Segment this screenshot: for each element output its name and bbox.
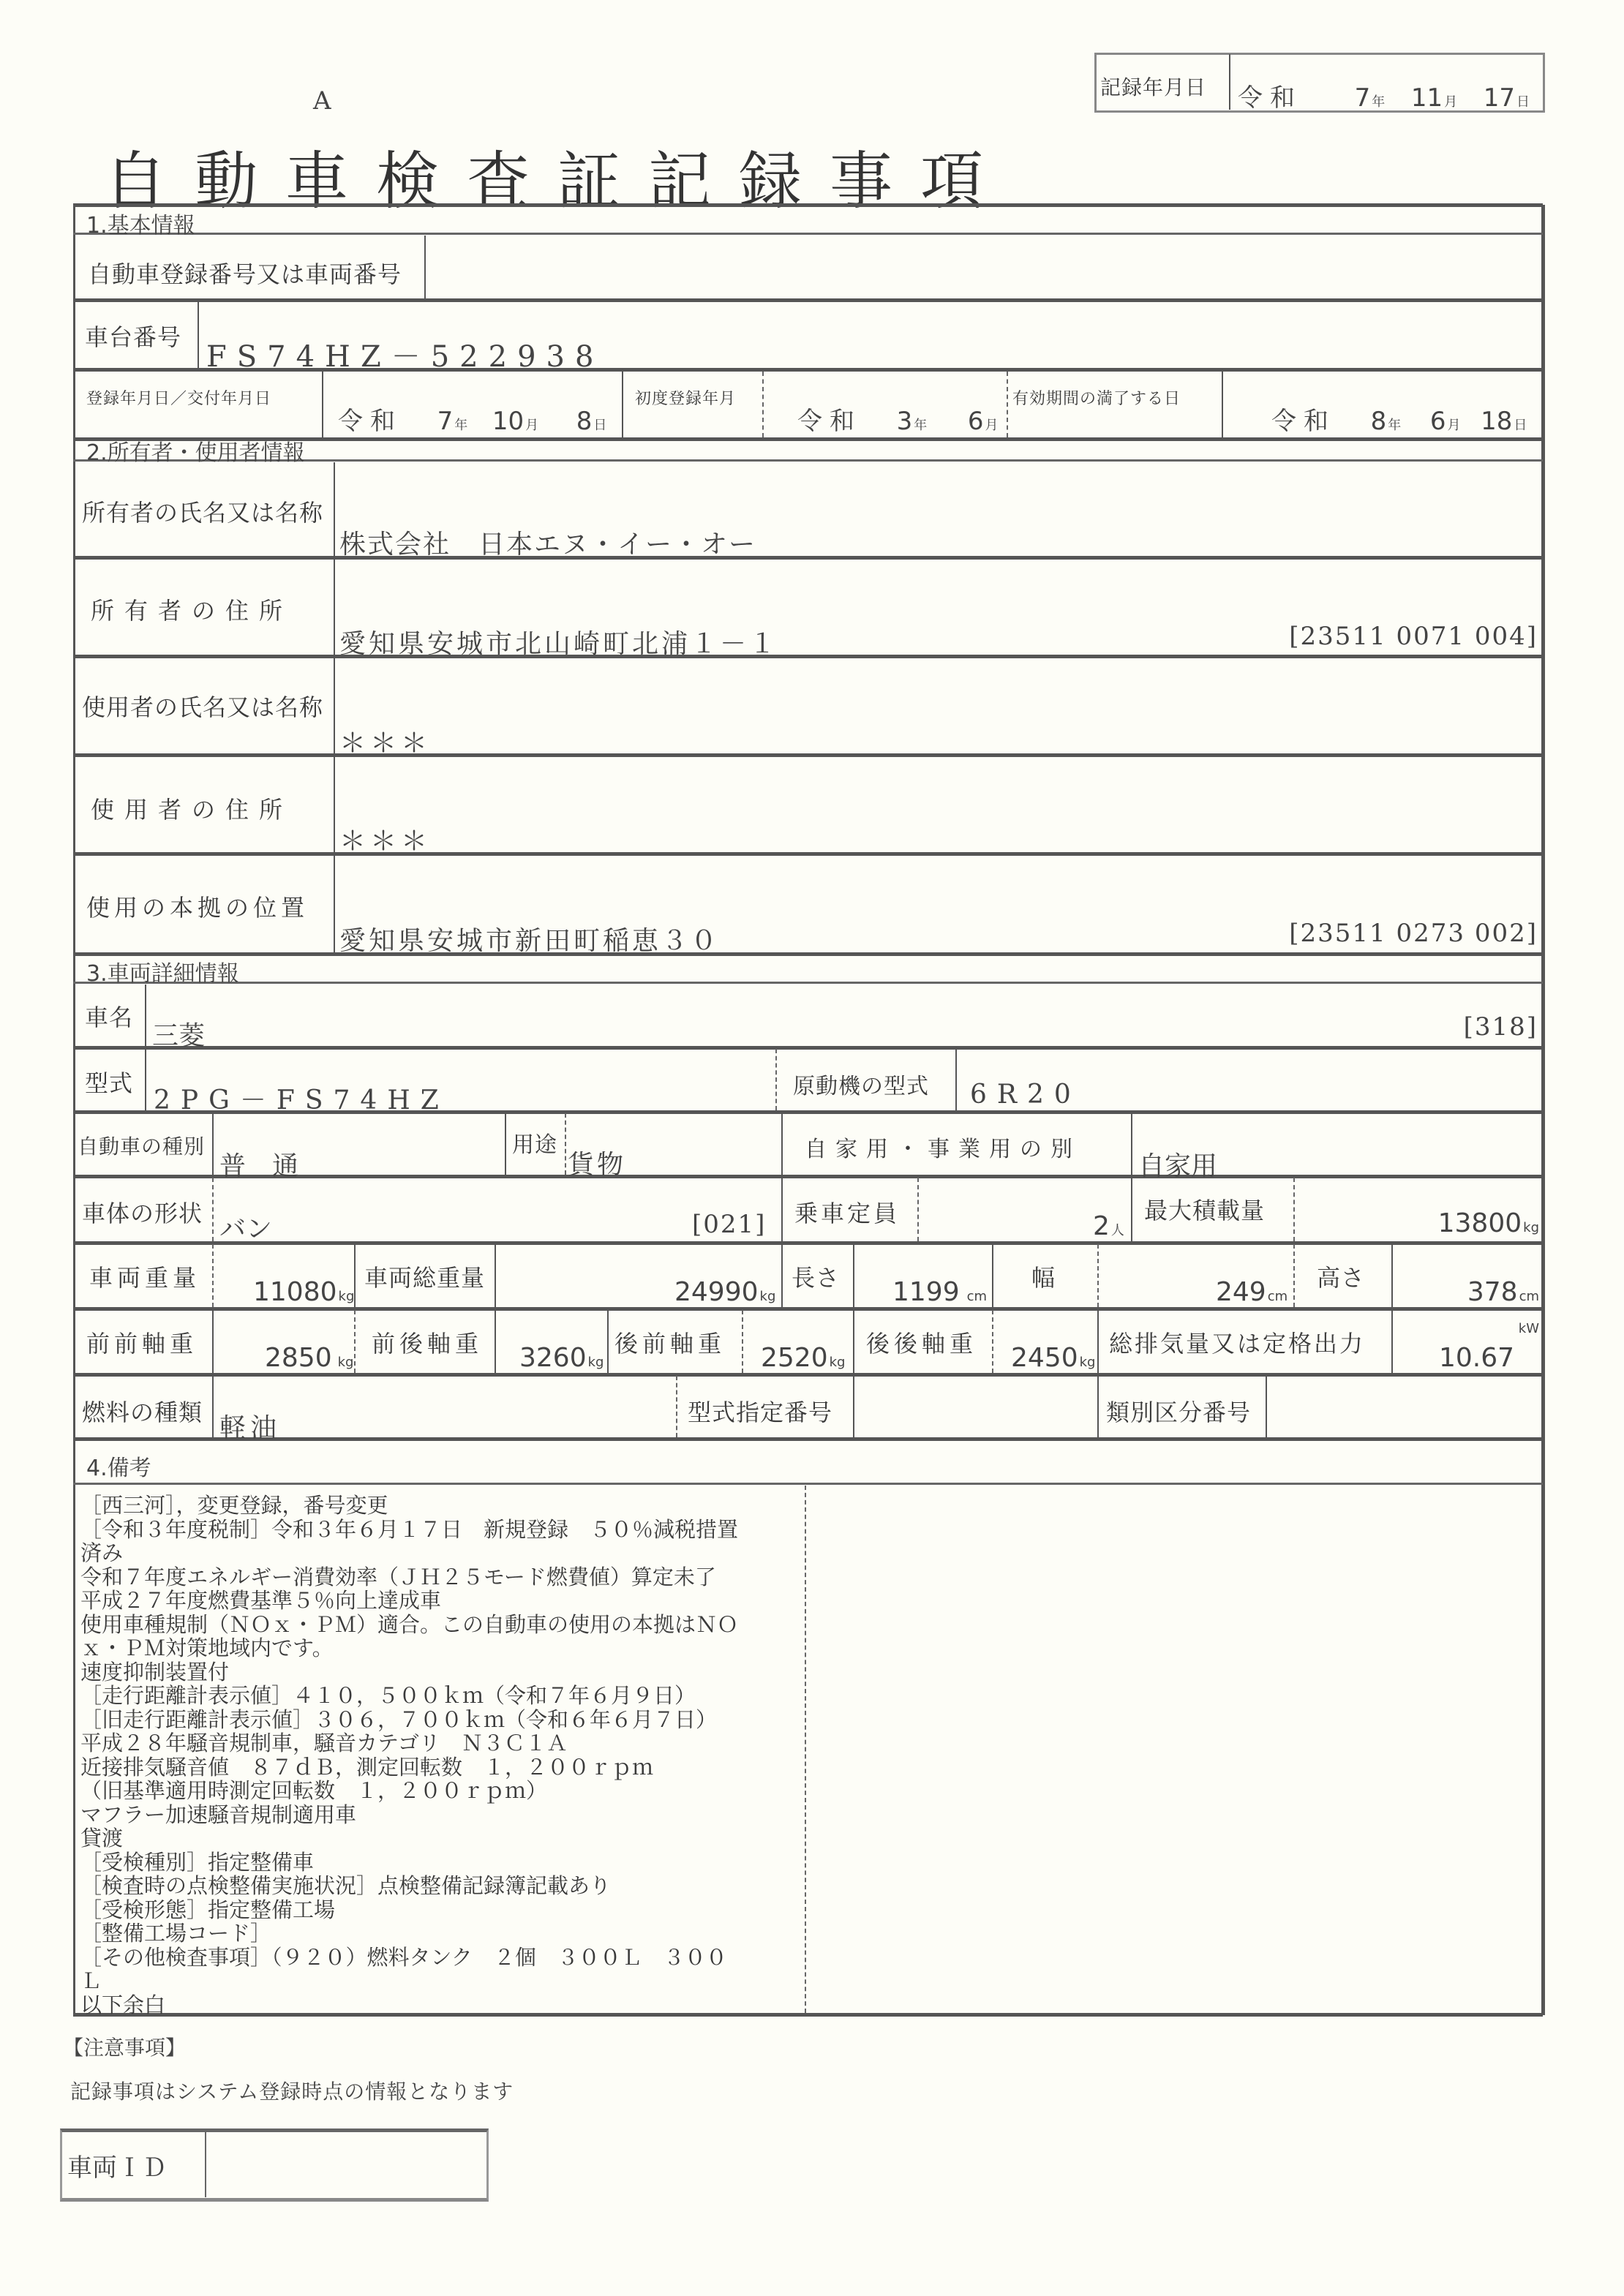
engine-model-value: 6R20 [970, 1080, 1081, 1110]
length-label: 長さ [792, 1264, 841, 1292]
remark-line: 近接排気騒音値 ８７ｄＢ，測定回転数 １，２００ｒｐｍ [80, 1754, 654, 1780]
expiry-day: 18 [1481, 407, 1513, 436]
displacement-number: 10.67 [1438, 1343, 1514, 1373]
capacity-label: 乗車定員 [794, 1200, 901, 1227]
rr-axle-value: 2450 kg [1011, 1343, 1096, 1373]
width-label: 幅 [1031, 1264, 1056, 1292]
record-date-day: 17 [1483, 83, 1516, 113]
purpose-label: 用途 [512, 1132, 557, 1158]
purpose-value: 貨物 [568, 1150, 627, 1180]
record-date-era: 令和 [1238, 83, 1302, 113]
notes-heading: 【注意事項】 [63, 2036, 187, 2060]
rr-axle-number: 2450 [1011, 1343, 1078, 1373]
remark-line: 平成２７年度燃費基準５％向上達成車 [80, 1588, 442, 1613]
base-location-value: 愛知県安城市新田町稲恵３０ [339, 926, 721, 956]
notes-text: 記録事項はシステム登録時点の情報となります [70, 2079, 514, 2104]
height-label: 高さ [1317, 1264, 1366, 1292]
length-value: 1199 cm [892, 1277, 988, 1307]
base-location-label: 使用の本拠の位置 [86, 894, 309, 922]
first-reg-label: 初度登録年月 [635, 390, 737, 408]
vehicle-type-label: 自動車の種別 [78, 1134, 206, 1159]
fr-axle-label: 前後軸重 [372, 1330, 484, 1358]
remark-line: 使用車種規制（ＮＯｘ・ＰＭ）適合。この自動車の使用の本拠はＮＯ [80, 1611, 739, 1637]
expiry-year: 8 [1370, 407, 1387, 436]
rf-axle-label: 後前軸重 [614, 1330, 726, 1358]
car-name-code: [318] [1463, 1012, 1538, 1042]
record-date-year: 7 [1354, 83, 1371, 113]
owner-address-value: 愛知県安城市北山崎町北浦１－１ [339, 629, 779, 659]
remark-line: ［受検種別］指定整備車 [80, 1849, 315, 1875]
remark-line: ［整備工場コード］ [80, 1921, 272, 1946]
fuel-value: 軽油 [219, 1413, 282, 1443]
record-date-month: 11 [1410, 83, 1443, 113]
gross-weight-number: 24990 [674, 1277, 759, 1307]
displacement-unit: kW [1518, 1321, 1539, 1336]
first-reg-era: 令和 [797, 407, 862, 436]
remark-line: ［西三河］，変更登録，番号変更 [80, 1493, 388, 1518]
remark-line: ［旧走行距離計表示値］３０６，７００ｋｍ（令和６年６月７日） [80, 1706, 718, 1732]
remark-line: ｘ・ＰＭ対策地域内です。 [80, 1636, 334, 1660]
reg-date-value: 令和 7 年 10 月 8 日 [338, 407, 607, 436]
gross-weight-label: 車両総重量 [364, 1264, 486, 1292]
height-number: 378 [1467, 1277, 1518, 1307]
vehicle-weight-value: 11080 kg [253, 1277, 355, 1307]
remark-line: 平成２８年騒音規制車，騒音カテゴリ Ｎ３Ｃ１Ａ [80, 1731, 568, 1755]
vehicle-type-value: 普 通 [219, 1151, 299, 1181]
first-reg-month: 6 [967, 407, 984, 436]
length-number: 1199 [892, 1277, 960, 1307]
expiry-value: 令和 8 年 6 月 18 日 [1271, 407, 1527, 436]
remark-line: （旧基準適用時測定回転数 １，２００ｒｐｍ） [80, 1778, 548, 1803]
vehicle-id-label: 車両ＩＤ [67, 2153, 167, 2183]
base-location-code: [23511 0273 002] [1289, 919, 1538, 948]
remark-line: ［走行距離計表示値］４１０，５００ｋｍ（令和７年６月９日） [80, 1683, 696, 1708]
rr-axle-label: 後後軸重 [866, 1330, 978, 1358]
fuel-label: 燃料の種類 [82, 1399, 203, 1426]
remark-line: ［令和３年度税制］令和３年６月１７日 新規登録 ５０％減税措置 [80, 1516, 739, 1542]
category-number-label: 類別区分番号 [1106, 1399, 1252, 1426]
record-date-label: 記録年月日 [1100, 75, 1207, 99]
first-reg-value: 令和 3 年 6 月 [797, 407, 999, 436]
remark-line: ［その他検査事項］（９２０）燃料タンク ２個 ３００Ｌ ３００ [80, 1944, 727, 1970]
section-basic-info-heading: 1.基本情報 [86, 213, 195, 238]
body-shape-code: [021] [692, 1210, 767, 1239]
height-value: 378 cm [1467, 1277, 1539, 1307]
reg-date-month: 10 [492, 407, 525, 436]
user-address-label: 使用者の住所 [91, 796, 293, 824]
engine-model-label: 原動機の型式 [793, 1074, 929, 1099]
fr-axle-number: 3260 [519, 1343, 587, 1373]
remark-line: 貸渡 [80, 1826, 124, 1851]
page-title: 自動車検査証記録事項 [104, 145, 1011, 218]
first-reg-year: 3 [896, 407, 913, 436]
remark-line: マフラー加速騒音規制適用車 [80, 1802, 357, 1827]
user-name-label: 使用者の氏名又は名称 [82, 693, 324, 721]
reg-date-era: 令和 [338, 407, 402, 436]
vehicle-weight-number: 11080 [253, 1277, 337, 1307]
remark-line: 令和７年度エネルギー消費効率（ＪＨ２５モード燃費値）算定未了 [80, 1564, 716, 1589]
body-shape-value: バン [219, 1214, 273, 1244]
max-load-label: 最大積載量 [1144, 1197, 1266, 1224]
vehicle-weight-label: 車両重量 [89, 1264, 201, 1292]
private-business-label: 自家用・事業用の別 [805, 1137, 1081, 1162]
expiry-month: 6 [1429, 407, 1446, 436]
section-remarks-heading: 4.備考 [86, 1456, 151, 1481]
expiry-label: 有効期間の満了する日 [1012, 390, 1181, 408]
user-name-value: ＊＊＊ [339, 729, 432, 759]
type-designation-label: 型式指定番号 [688, 1399, 833, 1426]
max-load-number: 13800 [1437, 1208, 1522, 1238]
max-load-value: 13800 kg [1437, 1208, 1539, 1238]
gross-weight-value: 24990 kg [674, 1277, 776, 1307]
copy-mark: A [313, 86, 331, 116]
reg-date-label: 登録年月日／交付年月日 [86, 390, 272, 408]
remark-line: 済み [80, 1540, 124, 1565]
fr-axle-value: 3260 kg [519, 1343, 604, 1373]
displacement-value [1439, 1343, 1514, 1373]
rf-axle-number: 2520 [761, 1343, 828, 1373]
capacity-number: 2 [1093, 1211, 1110, 1241]
owner-address-code: [23511 0071 004] [1289, 622, 1538, 651]
body-shape-label: 車体の形状 [82, 1200, 203, 1227]
expiry-era: 令和 [1271, 407, 1336, 436]
model-value: 2PG－FS74HZ [154, 1085, 449, 1115]
remark-line: ［受検形態］指定整備工場 [80, 1897, 336, 1922]
remark-line: Ｌ [80, 1968, 102, 1993]
owner-name-label: 所有者の氏名又は名称 [82, 499, 324, 527]
remark-line: 速度抑制装置付 [80, 1659, 230, 1685]
rf-axle-value: 2520 kg [761, 1343, 846, 1373]
owner-address-label: 所有者の住所 [91, 597, 293, 625]
remarks-list [80, 1494, 805, 2017]
capacity-value: 2 人 [1093, 1211, 1124, 1241]
reg-date-day: 8 [576, 407, 593, 436]
ff-axle-value: 2850 kg [265, 1343, 354, 1373]
section-vehicle-detail-heading: 3.車両詳細情報 [86, 961, 239, 987]
width-value: 249 cm [1216, 1277, 1288, 1307]
ff-axle-label: 前前軸重 [86, 1330, 198, 1358]
model-label: 型式 [85, 1069, 134, 1097]
reg-number-label: 自動車登録番号又は車両番号 [88, 260, 402, 288]
remark-line: ［検査時の点検整備実施状況］点検整備記録簿記載あり [80, 1873, 612, 1898]
user-address-value: ＊＊＊ [339, 827, 432, 857]
record-date-value: 令和 7 年 11 月 17 日 [1238, 83, 1530, 113]
car-name-label: 車名 [85, 1004, 134, 1031]
chassis-label: 車台番号 [85, 323, 182, 351]
chassis-value: FS74HZ－522938 [206, 340, 604, 374]
width-number: 249 [1216, 1277, 1266, 1307]
reg-date-year: 7 [437, 407, 454, 436]
remark-line: 以下余白 [80, 1992, 166, 2017]
displacement-label: 総排気量又は定格出力 [1109, 1330, 1366, 1358]
ff-axle-number: 2850 [265, 1343, 332, 1373]
private-business-value: 自家用 [1138, 1151, 1218, 1181]
owner-name-value: 株式会社 日本エヌ・イー・オー [339, 530, 757, 560]
car-name-value: 三菱 [152, 1021, 206, 1051]
section-owner-user-heading: 2.所有者・使用者情報 [86, 440, 305, 466]
